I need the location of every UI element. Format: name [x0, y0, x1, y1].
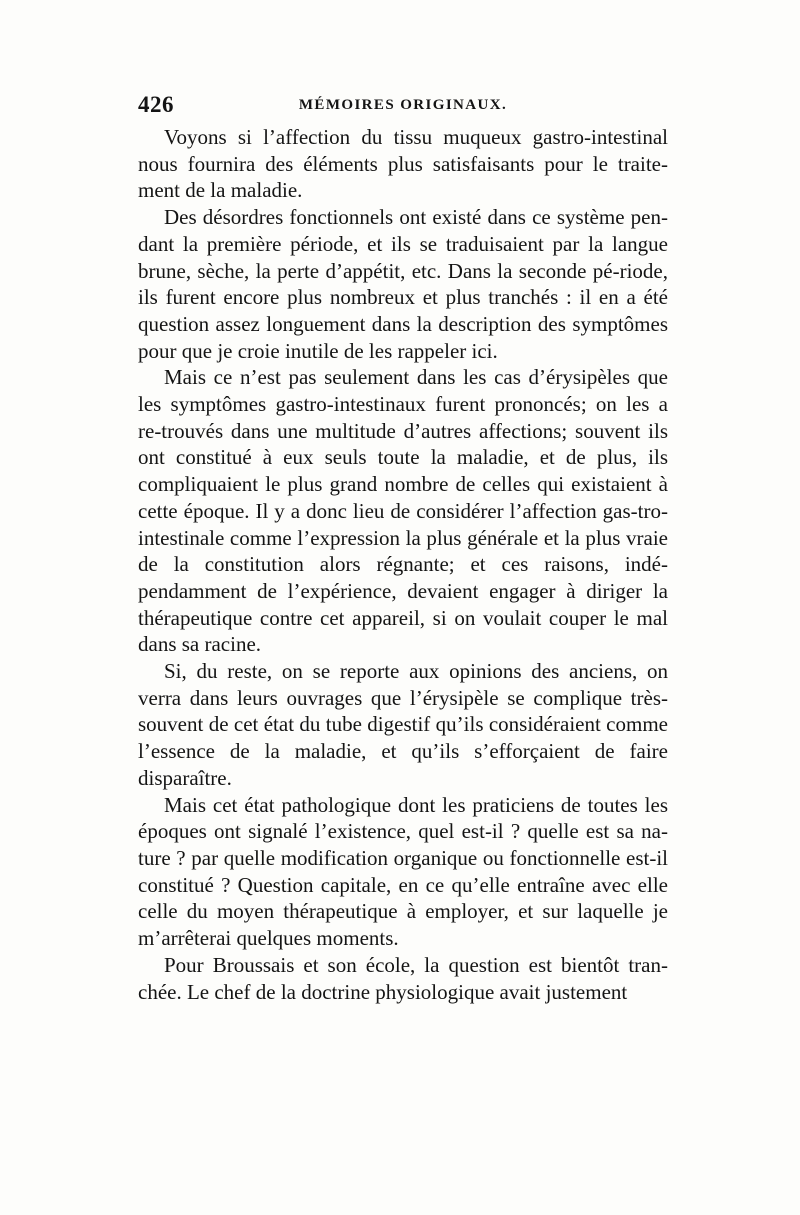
running-header [138, 92, 668, 126]
paragraph: Si, du reste, on se reporte aux opinions des anciens, on verra dans leurs ouvrages que l’érysipèle se complique très-souvent de cet état du tube digestif qu’ils considéraient comme l’essence de la maladie, et qu’ils s’efforçaient de faire disparaître. [138, 659, 668, 790]
text-body [138, 124, 668, 1005]
paragraph: Mais ce n’est pas seulement dans les cas d’érysipèles que les symptômes gastro-intestinaux furent prononcés; on les a re-trouvés dans une multitude d’autres affections; souvent ils ont constitué à eux seuls toute la maladie, et de plus, ils compliquaient le plus grand nombre de celles qui existaient à cette époque. Il y a donc lieu de considérer l’affection gas-tro-intestinale comme l’expression la plus générale et la plus vraie de la constitution alors régnante; et ces raisons, indé-pendamment de l’expérience, devaient engager à diriger la thérapeutique contre cet appareil, si on voulait couper le mal dans sa racine. [138, 365, 668, 657]
page-number: 426 [138, 92, 174, 117]
paragraph: Pour Broussais et son école, la question est bientôt tran-chée. Le chef de la doctrine physiologique avait justement [138, 952, 668, 1004]
running-title: MÉMOIRES ORIGINAUX. [298, 97, 508, 113]
paragraph: Mais cet état pathologique dont les praticiens de toutes les époques ont signalé l’existence, quel est-il ? quelle est sa na-ture ? par quelle modification organique ou fonctionnelle est-il constitué ? Question capitale, en ce qu’elle entraîne avec elle celle du moyen thérapeutique à employer, et sur laquelle je m’arrêterai quelques moments. [138, 792, 668, 951]
paragraph: Voyons si l’affection du tissu muqueux gastro-intestinal nous fournira des éléments plus satisfaisants pour le traite-ment de la maladie. [138, 125, 668, 203]
paragraph: Des désordres fonctionnels ont existé dans ce système pen-dant la première période, et ils se traduisaient par la langue brune, sèche, la perte d’appétit, etc. Dans la seconde pé-riode, ils furent encore plus nombreux et plus tranchés : il en a été question assez longuement dans la description des symptômes pour que je croie inutile de les rappeler ici. [138, 205, 668, 363]
